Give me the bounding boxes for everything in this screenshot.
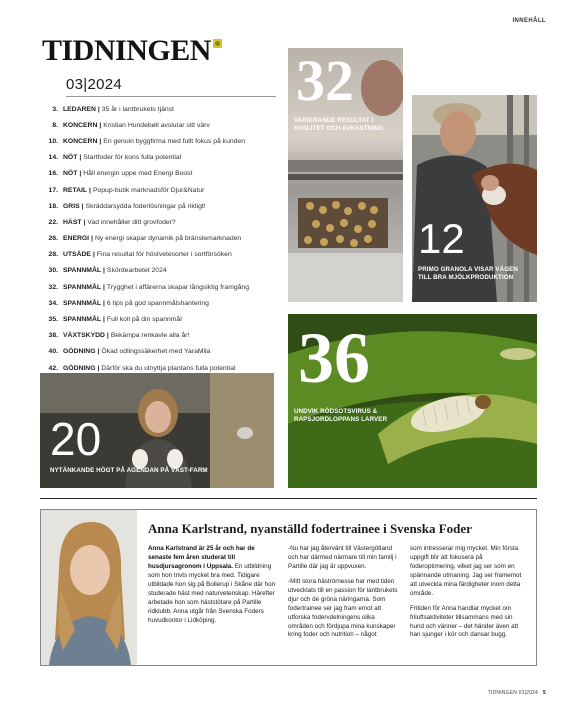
profile-col2-paragraph-2: -Mitt stora häströrnesse har med tiden utvecklats till en passion för lantbrukets djur och de gröna näringarna. Som fodertrainee ser jag fram emot att utforska fodervdelningens olika områden och fördjupa mina kunskaper kring foder och nutrition – något bbox=[288, 577, 398, 639]
toc-description: 35 år i lantbrukets tjänst bbox=[101, 105, 174, 113]
toc-description: Vad innehåller ditt grovfoder? bbox=[87, 218, 176, 226]
toc-page-number: 14. bbox=[48, 154, 58, 162]
toc-separator: | bbox=[81, 202, 84, 210]
toc-description: Ökad odlingssäkerhet med YaraMila bbox=[101, 348, 211, 356]
toc-page-number: 34. bbox=[48, 299, 58, 307]
toc-separator: | bbox=[99, 137, 102, 145]
toc-page-number: 30. bbox=[48, 267, 58, 275]
profile-lead: Anna Karlstrand är 25 år och har de senaste fem åren studerat till husdjursagronom i Uppsala. bbox=[148, 545, 255, 570]
toc-section: ENERGI bbox=[63, 235, 90, 243]
toc-page-number: 16. bbox=[48, 170, 58, 178]
toc-section: GÖDNING bbox=[63, 348, 96, 356]
toc-row[interactable] bbox=[40, 231, 286, 247]
toc-page-number: 26. bbox=[48, 235, 58, 243]
toc-description: Kristian Hundebøll avslutar sitt värv bbox=[103, 121, 210, 129]
toc-separator: | bbox=[89, 186, 91, 194]
profile-column-3 bbox=[410, 545, 526, 646]
masthead-title: TIDNINGEN bbox=[42, 34, 211, 67]
toc-row[interactable] bbox=[40, 150, 286, 166]
brand-badge-icon bbox=[213, 39, 222, 48]
toc-row[interactable] bbox=[40, 247, 286, 263]
toc-section: SPANNMÅL bbox=[63, 316, 102, 324]
toc-separator: | bbox=[83, 218, 86, 226]
toc-description: Startfoder för kons fulla potential bbox=[83, 154, 182, 162]
toc-section: KONCERN bbox=[63, 121, 98, 129]
toc-separator: | bbox=[103, 267, 105, 275]
page-number: 5 bbox=[543, 690, 546, 696]
toc-description: Full koll på din spannmål bbox=[106, 316, 182, 324]
toc-description: 6 tips på god spannmålshantering bbox=[106, 299, 209, 307]
toc-page-number: 3. bbox=[52, 105, 58, 113]
toc-row[interactable] bbox=[40, 311, 286, 327]
toc-page-number: 35. bbox=[48, 316, 58, 324]
feature-32-number: 32 bbox=[296, 48, 354, 113]
toc-separator: | bbox=[97, 105, 100, 113]
toc-page-number: 40. bbox=[48, 348, 58, 356]
toc-description: Trygghet i affärerna skapar långsiktig framgång bbox=[106, 283, 249, 291]
masthead-logo bbox=[42, 36, 222, 66]
toc-section: UTSÄDE bbox=[63, 251, 91, 259]
toc-description: Bekämpa renkavle alla år! bbox=[110, 332, 190, 340]
toc-separator: | bbox=[79, 154, 82, 162]
toc-row[interactable] bbox=[40, 328, 286, 344]
toc-description: Popup-butik marknadsför Djur&Natur bbox=[92, 186, 205, 194]
feature-12-caption: PRIMO GRANOLA VISAR VÄGEN TILL BRA MJÖLKPRODUKTION bbox=[418, 266, 518, 282]
toc-separator: | bbox=[103, 299, 105, 307]
feature-20-caption: NYTÄNKANDE HÖGT PÅ AGENDAN PÅ VÄST-FARM bbox=[50, 467, 208, 474]
feature-36-number: 36 bbox=[298, 318, 370, 398]
feature-32-caption: VARIERANDE RESULTAT I KVALITET OCH AVKASTNING bbox=[294, 117, 384, 133]
toc-section: SPANNMÅL bbox=[63, 283, 102, 291]
toc-description: En genuin byggfirma med fullt fokus på kunden bbox=[103, 137, 245, 145]
section-label: INNEHÅLL bbox=[512, 18, 546, 24]
profile-col2-paragraph-1: -Nu har jag återvänt till Västergötland och har därmed närmare till min familj i Partille där jag är uppvuxen. bbox=[288, 545, 397, 570]
toc-row[interactable] bbox=[40, 182, 286, 198]
toc-row[interactable] bbox=[40, 117, 286, 133]
issue-number: 03|2024 bbox=[66, 76, 123, 93]
toc-description: Håll energin uppe med Energi Boost bbox=[83, 170, 193, 178]
toc-row[interactable] bbox=[40, 214, 286, 230]
toc-page-number: 22. bbox=[48, 218, 58, 226]
toc-section: HÄST bbox=[63, 218, 82, 226]
toc-separator: | bbox=[99, 121, 102, 129]
toc-separator: | bbox=[79, 170, 82, 178]
toc-separator: | bbox=[97, 364, 100, 372]
toc-section: RETAIL bbox=[63, 186, 88, 194]
toc-section: NÖT bbox=[63, 154, 78, 162]
toc-row[interactable] bbox=[40, 279, 286, 295]
toc-page-number: 18. bbox=[48, 202, 58, 210]
toc-section: GÖDNING bbox=[63, 364, 96, 372]
toc-section: SPANNMÅL bbox=[63, 299, 102, 307]
toc-page-number: 42. bbox=[48, 364, 58, 372]
feature-20-number: 20 bbox=[50, 413, 102, 465]
toc-row[interactable] bbox=[40, 198, 286, 214]
page-footer bbox=[488, 690, 546, 696]
profile-col3-paragraph-2: Fritiden för Anna handlar mycket om friluftsaktiviteter tillsammans med sin hund och vänner – det händer även att han sjunger i kör och dansar bugg. bbox=[410, 604, 519, 639]
toc-section: LEDAREN bbox=[63, 105, 96, 113]
toc-row[interactable] bbox=[40, 133, 286, 149]
toc-section: SPANNMÅL bbox=[63, 267, 102, 275]
portrait-image bbox=[41, 510, 137, 665]
toc-section: KONCERN bbox=[63, 137, 98, 145]
profile-col1-body: En utbildning som hon trivts mycket bra med. Tidigare utbildade hon sig på Bollerup i Skåne där hon studerade häst med naturvetenskap. Härefter arbetade hon som häststötare på Partille ridklubb. Anna utgår från Svenska Foders huvudkontor i Lidköping. bbox=[148, 562, 276, 624]
issue-divider bbox=[66, 96, 276, 97]
toc-description: Därför ska du utnyttja plantans fulla potential bbox=[101, 364, 236, 372]
toc-page-number: 8. bbox=[52, 121, 58, 129]
toc-separator: | bbox=[103, 316, 105, 324]
footer-label: TIDNINGEN 03|2024 bbox=[487, 690, 539, 696]
toc-page-number: 28. bbox=[48, 251, 58, 259]
profile-portrait bbox=[41, 510, 137, 665]
toc-description: Fina resultat för höstvetesorter i sortförsöken bbox=[96, 251, 232, 259]
profile-column-1 bbox=[148, 545, 278, 631]
feature-12-number: 12 bbox=[418, 215, 465, 262]
toc-separator: | bbox=[103, 283, 105, 291]
toc-page-number: 10. bbox=[48, 137, 58, 145]
toc-row[interactable] bbox=[40, 101, 286, 117]
toc-section: NÖT bbox=[63, 170, 78, 178]
feature-36-caption: UNDVIK RÖDSOTSVIRUS & RAPSJORDLOPPANS LARVER bbox=[294, 408, 388, 424]
toc-row[interactable] bbox=[40, 344, 286, 360]
toc-page-number: 17. bbox=[48, 186, 58, 194]
toc-separator: | bbox=[92, 251, 95, 259]
toc-description: Skräddarsydda foderlösningar på riktigt! bbox=[85, 202, 206, 210]
toc-page-number: 38. bbox=[48, 332, 58, 340]
profile-title: Anna Karlstrand, nyanställd fodertrainee i Svenska Foder bbox=[148, 521, 472, 536]
toc-separator: | bbox=[106, 332, 109, 340]
section-divider bbox=[40, 498, 537, 499]
toc-row[interactable] bbox=[40, 295, 286, 311]
toc-section: VÄXTSKYDD bbox=[63, 332, 105, 340]
table-of-contents bbox=[40, 101, 286, 376]
toc-row[interactable] bbox=[40, 166, 286, 182]
toc-separator: | bbox=[97, 348, 100, 356]
toc-separator: | bbox=[91, 235, 93, 243]
toc-description: Skördearbetet 2024 bbox=[106, 267, 167, 275]
toc-page-number: 32. bbox=[48, 283, 58, 291]
profile-col3-paragraph-1: som intresserar mig mycket. Min första uppgift blir att fokusera på foderoptimering, vilket jag ser som en spännande utmaning. Jag ser framemot att utveckla mina färdigheter inom detta område. bbox=[410, 545, 522, 597]
profile-column-2 bbox=[288, 545, 400, 646]
toc-description: Ny energi skapar dynamik på bränslemarknaden bbox=[94, 235, 242, 243]
toc-row[interactable] bbox=[40, 263, 286, 279]
toc-section: GRIS bbox=[63, 202, 80, 210]
